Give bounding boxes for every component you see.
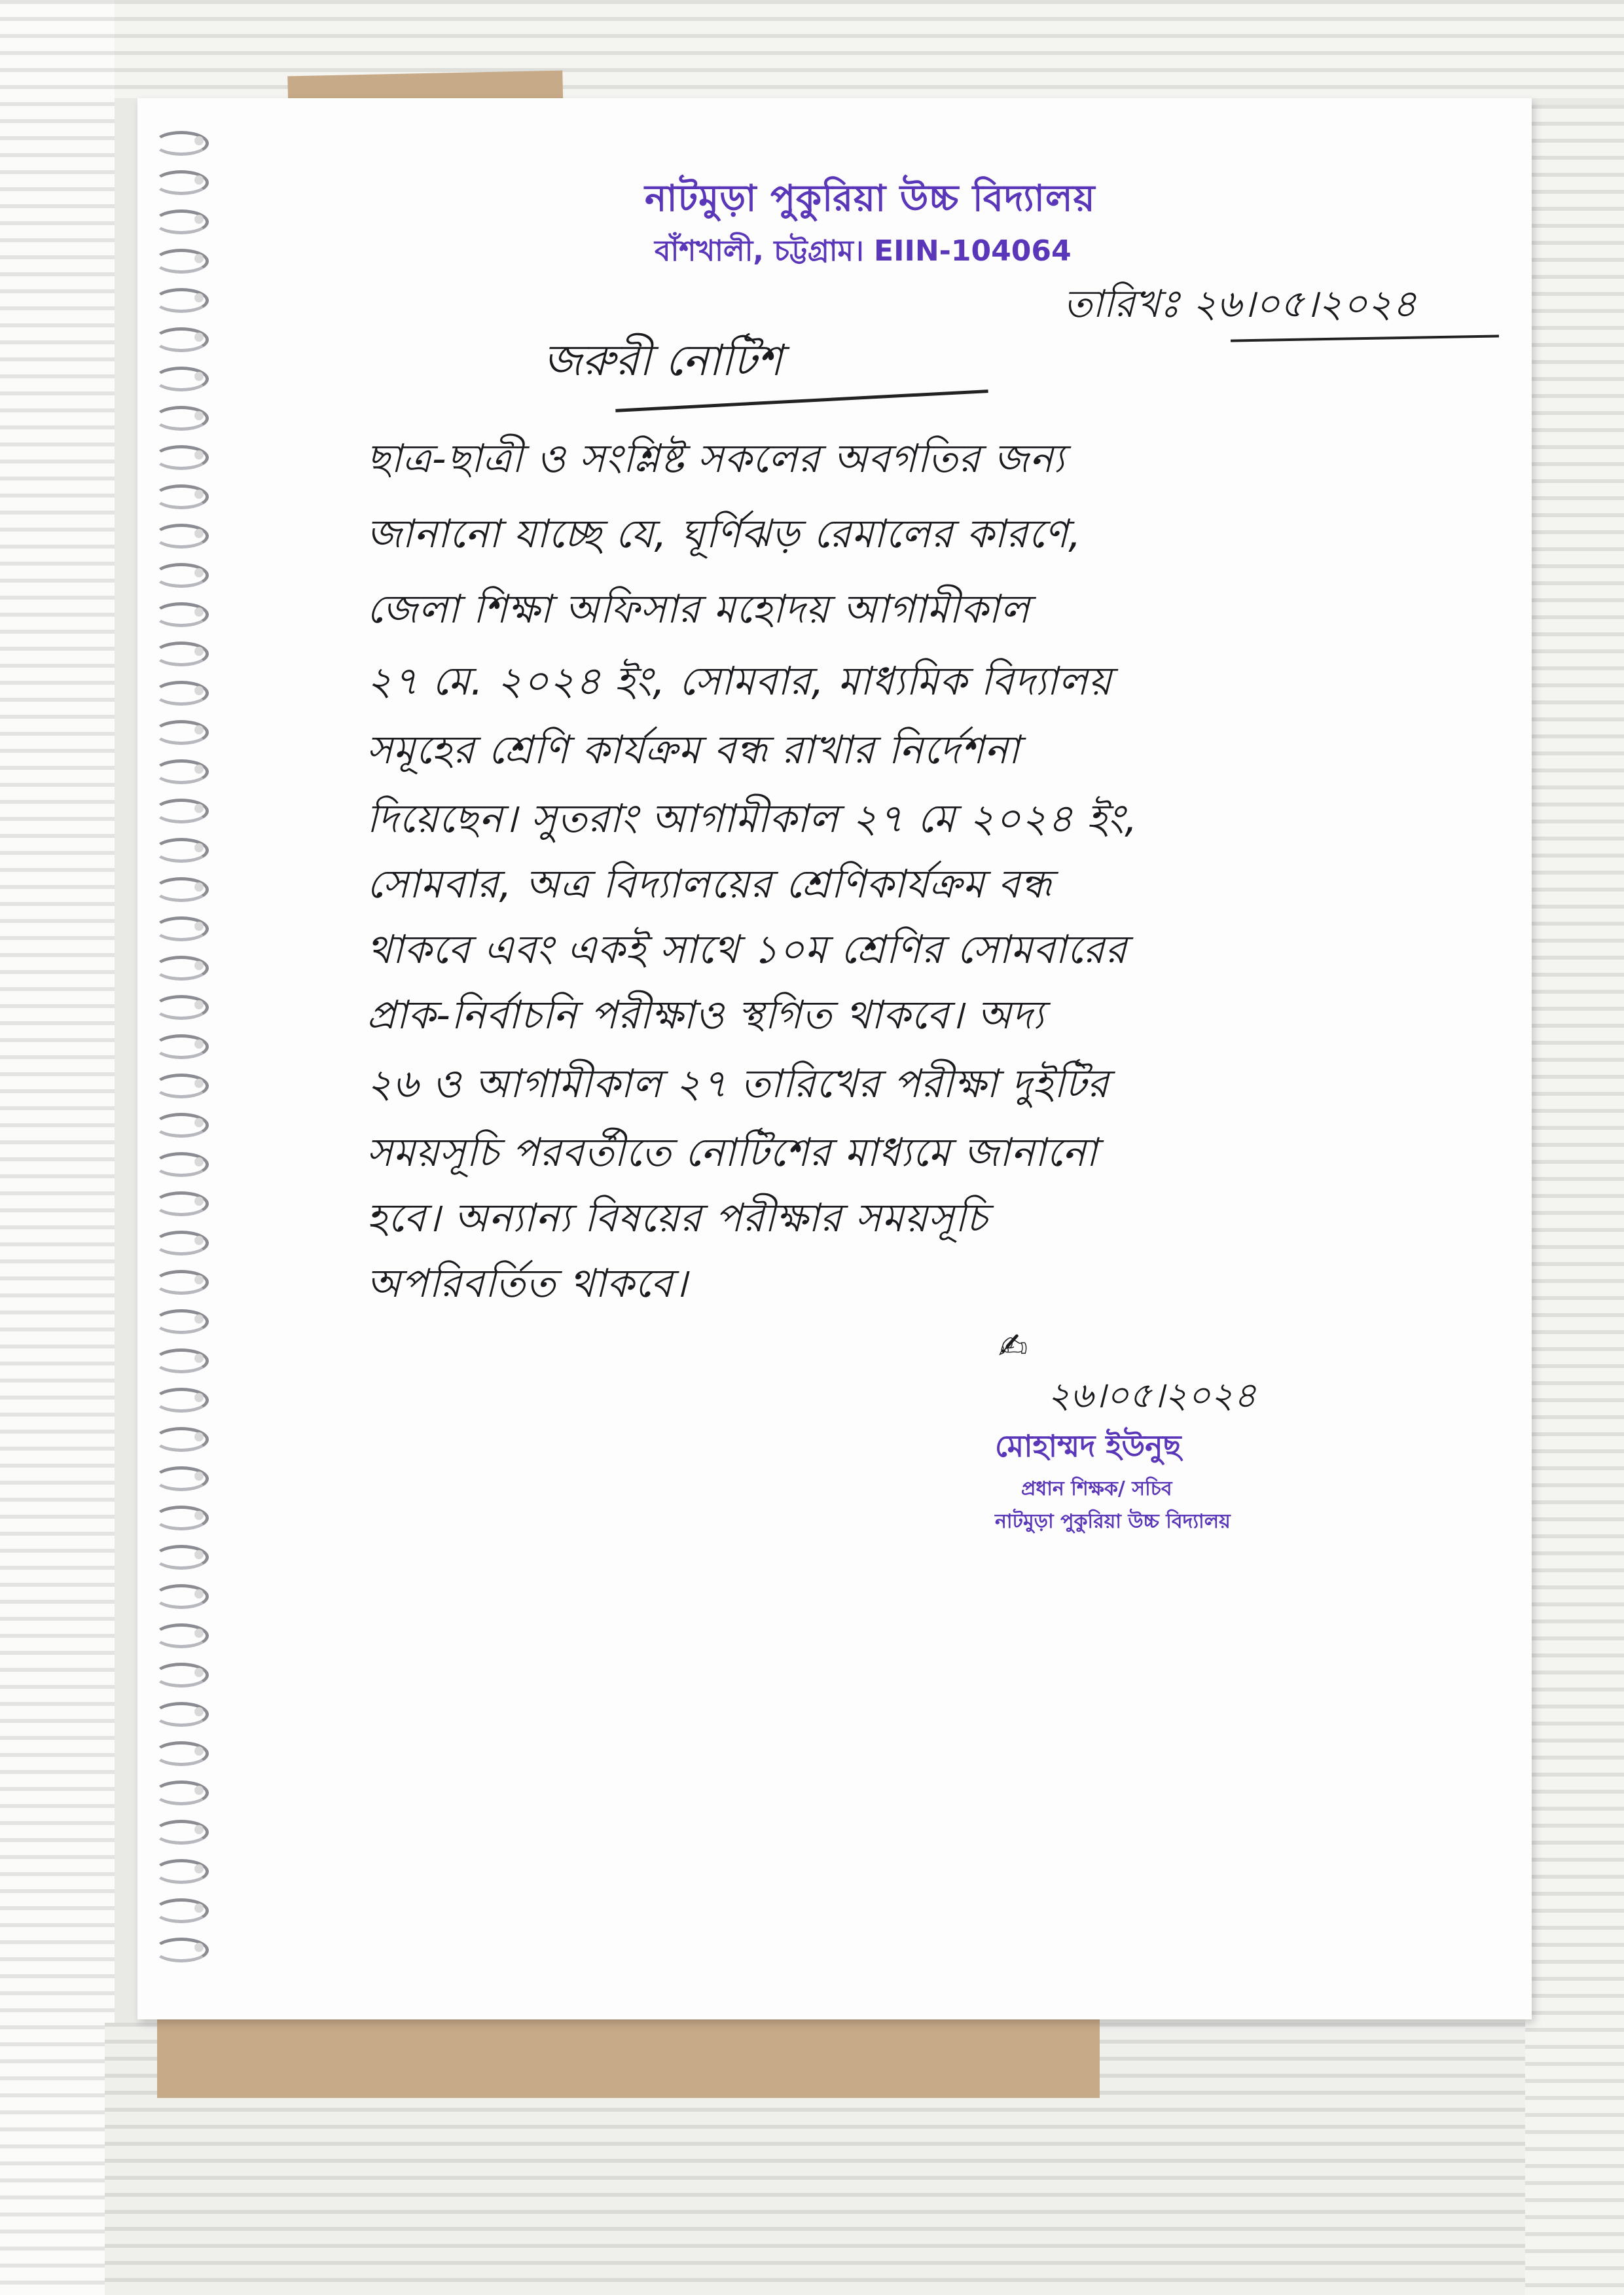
- punch-hole: [194, 529, 204, 538]
- punch-hole: [194, 1197, 204, 1206]
- notice-body-line: হবে। অন্যান্য বিষয়ের পরীক্ষার সময়সূচি: [367, 1195, 988, 1241]
- punch-hole: [194, 1314, 204, 1324]
- background-newspaper-top: [0, 0, 1624, 98]
- punch-hole: [194, 843, 204, 852]
- school-stamp-address: বাঁশখালী, চট্টগ্রাম। EIIN-104064: [655, 234, 1072, 268]
- punch-hole: [194, 1668, 204, 1677]
- punch-hole: [194, 215, 204, 224]
- punch-hole: [194, 961, 204, 970]
- punch-hole: [194, 175, 204, 185]
- spiral-binding: [154, 131, 226, 1990]
- signatory-role: প্রধান শিক্ষক/ সচিব: [1021, 1477, 1172, 1500]
- punch-hole: [194, 372, 204, 381]
- punch-hole: [194, 1236, 204, 1245]
- signatory-school: নাটমুড়া পুকুরিয়া উচ্চ বিদ্যালয়: [995, 1510, 1231, 1533]
- punch-hole: [194, 136, 204, 145]
- signature-date: ২৬।০৫।২০২৪: [1047, 1375, 1257, 1416]
- notice-body-line: অপরিবর্তিত থাকবে।: [367, 1261, 688, 1307]
- notice-body-line: ছাত্র-ছাত্রী ও সংশ্লিষ্ট সকলের অবগতির জন্য: [367, 436, 1065, 482]
- punch-hole: [194, 1550, 204, 1559]
- punch-hole: [194, 1039, 204, 1049]
- notice-body-line: ২৬ ও আগামীকাল ২৭ তারিখের পরীক্ষা দুইটির: [367, 1061, 1110, 1107]
- punch-hole: [194, 568, 204, 577]
- punch-hole: [194, 647, 204, 656]
- punch-hole: [194, 607, 204, 617]
- notice-body-line: জেলা শিক্ষা অফিসার মহোদয় আগামীকাল: [367, 587, 1030, 632]
- notice-body-line: প্রাক-নির্বাচনি পরীক্ষাও স্থগিত থাকবে। অদ্য: [367, 992, 1045, 1038]
- background-newspaper-left: [0, 0, 115, 2295]
- punch-hole: [194, 1472, 204, 1481]
- punch-hole: [194, 1629, 204, 1638]
- signatory-name: মোহাম্মদ ইউনুছ: [995, 1428, 1182, 1464]
- punch-hole: [194, 1825, 204, 1834]
- punch-hole: [194, 293, 204, 302]
- punch-hole: [194, 1354, 204, 1363]
- punch-hole: [194, 1118, 204, 1127]
- punch-hole: [194, 1000, 204, 1009]
- notice-title: জরুরী নোটিশ: [543, 335, 783, 386]
- notice-date: তারিখঃ ২৬।০৫।২০২৪: [1064, 281, 1417, 326]
- punch-hole: [194, 804, 204, 813]
- punch-hole: [194, 1393, 204, 1402]
- notice-body-line: ২৭ মে. ২০২৪ ইং, সোমবার, মাধ্যমিক বিদ্যালয়: [367, 659, 1112, 704]
- punch-hole: [194, 1707, 204, 1716]
- punch-hole: [194, 333, 204, 342]
- notice-body-line: সময়সূচি পরবর্তীতে নোটিশের মাধ্যমে জানানো: [367, 1130, 1098, 1176]
- punch-hole: [194, 765, 204, 774]
- notice-body-line: জানানো যাচ্ছে যে, ঘূর্ণিঝড় রেমালের কারণে,: [367, 511, 1082, 557]
- punch-hole: [194, 686, 204, 695]
- punch-hole: [194, 1275, 204, 1284]
- punch-hole: [194, 1943, 204, 1952]
- punch-hole: [194, 1079, 204, 1088]
- envelope-edge-bottom: [157, 2006, 1100, 2098]
- punch-hole: [194, 1157, 204, 1166]
- notice-body-line: সমূহের শ্রেণি কার্যক্রম বন্ধ রাখার নির্দেশনা: [367, 727, 1020, 773]
- punch-hole: [194, 411, 204, 420]
- school-stamp-name: নাটমুড়া পুকুরিয়া উচ্চ বিদ্যালয়: [645, 177, 1096, 220]
- punch-hole: [194, 1511, 204, 1520]
- punch-hole: [194, 490, 204, 499]
- punch-hole: [194, 1864, 204, 1873]
- notice-body-line: সোমবার, অত্র বিদ্যালয়ের শ্রেণিকার্যক্রম বন্ধ: [367, 861, 1053, 907]
- punch-hole: [194, 725, 204, 734]
- signature-scribble-icon: ✍: [998, 1326, 1028, 1367]
- punch-hole: [194, 1432, 204, 1441]
- punch-hole: [194, 450, 204, 460]
- punch-hole: [194, 1904, 204, 1913]
- background-newspaper-right: [1525, 105, 1624, 2295]
- notice-body-line: দিয়েছেন। সুতরাং আগামীকাল ২৭ মে ২০২৪ ইং,: [367, 796, 1138, 842]
- punch-hole: [194, 882, 204, 892]
- punch-hole: [194, 254, 204, 263]
- punch-hole: [194, 1786, 204, 1795]
- notice-body-line: থাকবে এবং একই সাথে ১০ম শ্রেণির সোমবারের: [367, 927, 1128, 973]
- punch-hole: [194, 1746, 204, 1756]
- punch-hole: [194, 922, 204, 931]
- punch-hole: [194, 1589, 204, 1599]
